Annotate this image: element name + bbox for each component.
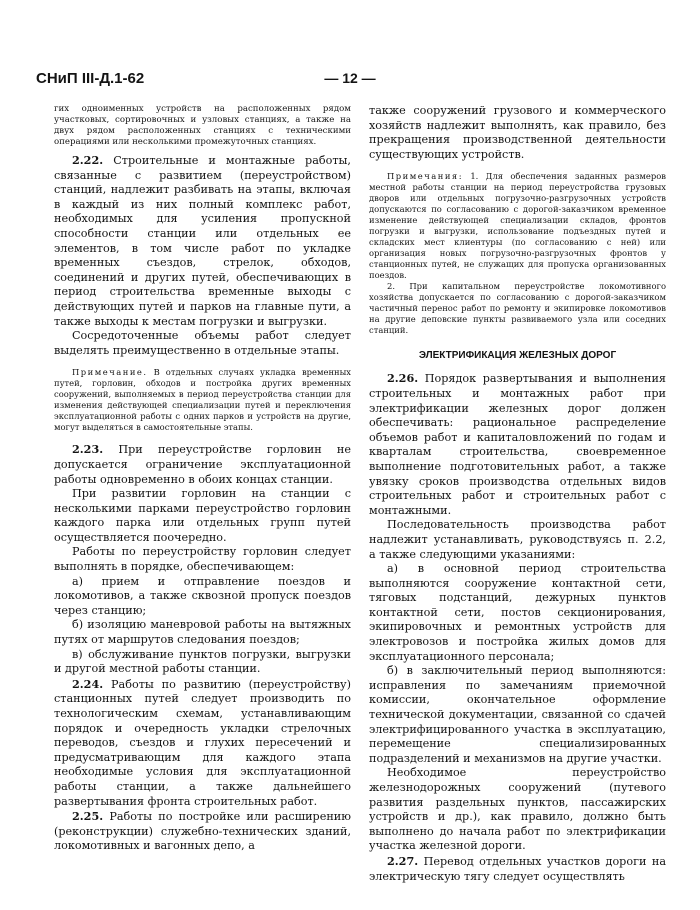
document-code: СНиП III-Д.1-62 (36, 70, 145, 87)
paragraph-2-26-b: Последовательность производства работ надлежит устанавливать, руководствуясь п. 2.2, а также следующими указаниями: (369, 518, 666, 561)
list-item-v: в) обслуживание пунктов погрузки, выгрузки и другой местной работы станции. (54, 647, 351, 676)
text-columns (54, 104, 666, 884)
list-item-b: б) в заключительный период выполняются: исправления по замечаниям приемочной комиссии, окончательное оформление технической документации, связанной со сдачей электрифицированного участка в эксплуатацию, перемещение специализированных подразделений и механизмов на другие участки. (369, 664, 666, 765)
paragraph-2-22-b: Сосредоточенные объемы работ следует выделять преимущественно в отдельные этапы. (54, 329, 351, 357)
notes-label: Примечания: (387, 171, 464, 182)
list-item-a: а) прием и отправление поездов и локомотивов, а также сквозной пропуск поездов через станцию; (54, 574, 351, 617)
paragraph-2-23: 2.23. При переустройстве горловин не допускается ограничение эксплуатационной работы одновременно в обоих концах станции. (54, 442, 351, 486)
clause-number: 2.27. (387, 853, 419, 868)
list-item-b: б) изоляцию маневровой работы на вытяжных путях от маршрутов следования поездов; (54, 618, 351, 647)
paragraph-2-23-c: Работы по переустройству горловин следует выполнять в порядке, обеспечивающем: (54, 545, 351, 574)
page-header (36, 70, 664, 90)
section-title: ЭЛЕКТРИФИКАЦИЯ ЖЕЛЕЗНЫХ ДОРОГ (418, 350, 617, 362)
paragraph-2-26-c: Необходимое переустройство железнодорожных сооружений (путевого развития раздельных пунктов, пассажирских устройств и др.), как правило, должно быть выполнено до начала работ по электрификации участка железной дороги. (369, 766, 666, 853)
paragraph-2-24: 2.24. Работы по развитию (переустройству) станционных путей следует производить по технологическим схемам, устанавливающим порядок и очередность укладки стрелочных переводов, съездов и глухих пересечений и предусматривающим для каждого этапа необходимые условия для эксплуатационной работы станции, а также дальнейшего развертывания фронта строительных работ. (54, 676, 351, 808)
paragraph-continuation: также сооружений грузового и коммерческого хозяйств надлежит выполнять, как правило, без прекращения производственной деятельности существующих устройств. (369, 104, 666, 161)
notes-block-1: Примечания: 1. Для обеспечения заданных размеров местной работы станции на период переустройства грузовых дворов или отдельных погрузочно-разгрузочных устройств допускаются по согласованию с дорогой-заказчиком временное изменение действующей специализации складов, фронтов погрузки и выгрузки, использование подъездных путей и складских мест клиентуры (по согласованию с ней) или организация новых погрузочно-разгрузочных фронтов у станционных путей, не служащих для пропуска организованных поездов. (369, 171, 666, 281)
paragraph-2-25: 2.25. Работы по постройке или расширению (реконструкции) служебно-технических зданий, локомотивных и вагонных депо, а (54, 809, 351, 853)
note-2-22: Примечание. В отдельных случаях укладка временных путей, горловин, обходов и постройка других временных сооружений, выполняемых в период переустройства станции для изменения действующей специализации путей и переключения эксплуатационной работы с одних парков и устройств на другие, могут выделяться в самостоятельные этапы. (54, 367, 351, 433)
clause-number: 2.24. (72, 676, 104, 691)
clause-number: 2.25. (72, 809, 104, 824)
paragraph-2-22: 2.22. Строительные и монтажные работы, связанные с развитием (переустройством) станций, надлежит разбивать на этапы, включая в каждый из них полный комплекс работ, необходимых для усиления пропускной способности станции или отдельных ее элементов, в том числе работ по укладке временных съездов, стрелок, обходов, соединений и других путей, обеспечивающих в период строительства временные выходы с действующих путей и парков на главные пути, а также выходы к местам погрузки и выгрузки. (54, 153, 351, 328)
clause-number: 2.22. (72, 153, 104, 167)
paragraph-continuation: гих одноименных устройств на расположенных рядом участковых, сортировочных и узловых станциях, а также на двух рядом расположенных станциях с техническими операциями или несколькими промежуточных станциях. (54, 104, 351, 147)
left-column (54, 104, 351, 884)
notes-block-2: 2. При капитальном переустройстве локомотивного хозяйства допускается по согласованию с дорогой-заказчиком частичный перенос работ по ремонту и экипировке локомотивов на другие деповские пункты развиваемого узла или соседних станций. (369, 281, 666, 336)
clause-number: 2.26. (387, 371, 419, 386)
list-item-a: а) в основной период строительства выполняются сооружение контактной сети, тяговых подстанций, дежурных пунктов контактной сети, постов секционирования, экипировочных и ремонтных устройств для электровозов и постройка жилых домов для эксплуатационного персонала; (369, 562, 666, 663)
paragraph-2-23-b: При развитии горловин на станции с несколькими парками переустройство горловин каждого парка или отдельных групп путей осуществляется поочередно. (54, 487, 351, 544)
page-number: — 12 — (324, 70, 376, 86)
paragraph-2-26: 2.26. Порядок развертывания и выполнения строительных и монтажных работ при электрификации железных дорог должен обеспечивать: рациональное распределение объемов работ и капиталовложений по годам и кварталам строительства, своевременное выполнение подготовительных работ, а также увязку сроков производства отдельных видов строительных работ и строительных работ с монтажными. (369, 371, 666, 517)
right-column (369, 104, 666, 884)
paragraph-2-27: 2.27. Перевод отдельных участков дороги на электрическую тягу следует осуществлять (369, 853, 666, 883)
clause-number: 2.23. (72, 442, 104, 457)
note-label: Примечание. (72, 367, 148, 378)
